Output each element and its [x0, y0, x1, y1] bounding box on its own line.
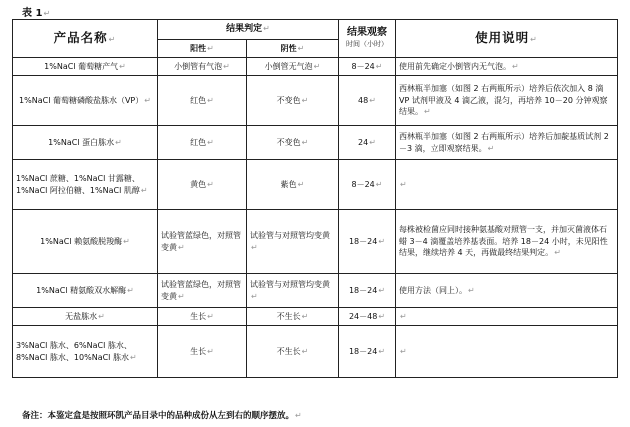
- cell-product: 1%NaCl 蛋白胨水↵: [13, 126, 158, 160]
- cell-product: 1%NaCl 赖氨酸脱羧酶↵: [13, 210, 158, 274]
- cell-usage: ↵: [396, 326, 618, 378]
- table-row: [13, 160, 618, 210]
- cell-positive: 生长↵: [158, 326, 247, 378]
- cell-product: 1%NaCl 精氨酸双水解酶↵: [13, 274, 158, 308]
- header-positive: 阳性↵: [158, 40, 247, 58]
- cell-usage: ↵: [396, 308, 618, 326]
- cell-product: 无盐胨水↵: [13, 308, 158, 326]
- cell-usage: ↵: [396, 160, 618, 210]
- cell-negative: 不变色↵: [247, 76, 339, 126]
- cell-positive: 试验管蓝绿色，对照管变黄↵: [158, 274, 247, 308]
- cell-negative: 不变色↵: [247, 126, 339, 160]
- cell-negative: 小倒管无气泡↵: [247, 58, 339, 76]
- table-row: [13, 274, 618, 308]
- cell-usage: 每株被检菌应同时接种氨基酸对照管一支，并加灭菌液体石蜡 3－4 滴覆盖培养基表面。培养 18－24 小时，未见阳性结果，继续培养 4 天，再做最终结果判定。↵: [396, 210, 618, 274]
- header-negative: 阴性↵: [247, 40, 339, 58]
- cell-time: 18－24↵: [339, 274, 396, 308]
- cell-product: 1%NaCl 葡萄糖磷酸盐胨水（VP）↵: [13, 76, 158, 126]
- cell-time: 24↵: [339, 126, 396, 160]
- cell-time: 18－24↵: [339, 326, 396, 378]
- cell-product: 1%NaCl 葡萄糖产气↵: [13, 58, 158, 76]
- cell-negative: 不生长↵: [247, 308, 339, 326]
- cell-time: 24－48↵: [339, 308, 396, 326]
- cell-positive: 黄色↵: [158, 160, 247, 210]
- results-table: [12, 19, 618, 378]
- footnote: 备注：本鉴定盒是按照环凯产品目录中的品种成份从左到右的顺序摆放。↵: [22, 411, 302, 421]
- header-result: 结果判定↵: [158, 20, 339, 40]
- cell-usage: 西林瓶半加塞（如图 2 右两瓶所示）培养后加靛基质试剂 2－3 滴，立即观察结果。↵: [396, 126, 618, 160]
- table-row: [13, 308, 618, 326]
- table-row: [13, 210, 618, 274]
- cell-usage: 西林瓶半加塞（如图 2 右两瓶所示）培养后依次加入 8 滴 VP 试剂甲液及 4 滴乙液，混匀，再培养 10－20 分钟观察结果。↵: [396, 76, 618, 126]
- table-row: [13, 58, 618, 76]
- cell-usage: 使用方法（同上）。↵: [396, 274, 618, 308]
- cell-negative: 紫色↵: [247, 160, 339, 210]
- cell-positive: 小倒管有气泡↵: [158, 58, 247, 76]
- table-row: [13, 126, 618, 160]
- header-observe-time: 结果观察 时间（小时）: [339, 20, 396, 58]
- cell-product: 1%NaCl 蔗糖、1%NaCl 甘露糖、1%NaCl 阿拉伯糖、1%NaCl 肌醇↵: [13, 160, 158, 210]
- cell-time: 8－24↵: [339, 58, 396, 76]
- table-row: [13, 326, 618, 378]
- cell-time: 8－24↵: [339, 160, 396, 210]
- cell-positive: 红色↵: [158, 126, 247, 160]
- cell-positive: 红色↵: [158, 76, 247, 126]
- cell-usage: 使用前先确定小倒管内无气泡。↵: [396, 58, 618, 76]
- cell-time: 18－24↵: [339, 210, 396, 274]
- header-product: 产品名称↵: [13, 20, 158, 58]
- cell-positive: 生长↵: [158, 308, 247, 326]
- header-row: [13, 20, 618, 40]
- cell-negative: 试验管与对照管均变黄↵: [247, 274, 339, 308]
- cell-time: 48↵: [339, 76, 396, 126]
- cell-negative: 试验管与对照管均变黄↵: [247, 210, 339, 274]
- table-row: [13, 76, 618, 126]
- cell-negative: 不生长↵: [247, 326, 339, 378]
- cell-positive: 试验管蓝绿色，对照管变黄↵: [158, 210, 247, 274]
- cell-product: 3%NaCl 胨水、6%NaCl 胨水、8%NaCl 胨水、10%NaCl 胨水↵: [13, 326, 158, 378]
- header-usage: 使用说明↵: [396, 20, 618, 58]
- table-caption: 表 1↵: [22, 8, 51, 19]
